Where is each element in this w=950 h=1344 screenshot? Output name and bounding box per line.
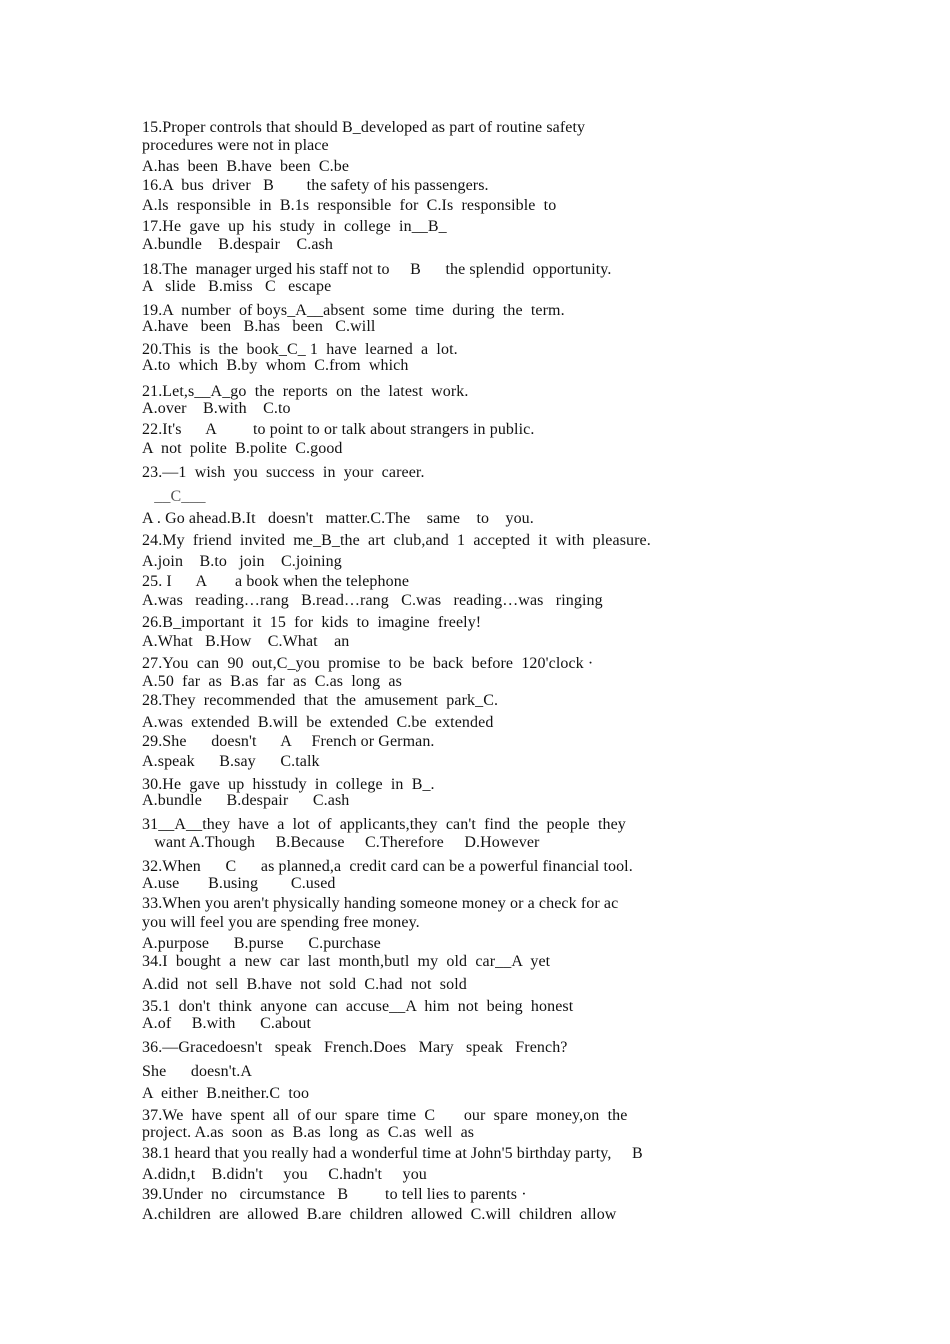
text-line: A.ls responsible in B.1s responsible for C.Is responsible to	[142, 197, 557, 214]
text-line: A not polite B.polite C.good	[142, 440, 343, 457]
text-line: A.speak B.say C.talk	[142, 753, 320, 770]
text-line: want A.Though B.Because C.Therefore D.However	[142, 834, 540, 851]
text-line: A.What B.How C.What an	[142, 633, 350, 650]
text-line: A . Go ahead.B.It doesn't matter.C.The same to you.	[142, 510, 534, 527]
text-line: 21.Let,s__A_go the reports on the latest work.	[142, 383, 469, 400]
text-line: 34.I bought a new car last month,butl my old car__A yet	[142, 953, 551, 970]
text-line: 36.—Gracedoesn't speak French.Does Mary speak French?	[142, 1039, 568, 1056]
text-line: 20.This is the book_C_ 1 have learned a lot.	[142, 341, 458, 358]
text-line: 33.When you aren't physically handing someone money or a check for ac	[142, 895, 619, 912]
text-line: A.was extended B.will be extended C.be extended	[142, 714, 494, 731]
text-line: 31__A__they have a lot of applicants,they can't find the people they	[142, 816, 626, 833]
text-line: A.to which B.by whom C.from which	[142, 357, 409, 374]
text-line: 25. I A a book when the telephone	[142, 573, 410, 590]
text-line: 19.A number of boys_A__absent some time during the term.	[142, 302, 565, 319]
text-line: A.bundle B.despair C.ash	[142, 792, 350, 809]
text-line: A.did not sell B.have not sold C.had not sold	[142, 976, 467, 993]
text-line: 23.—1 wish you success in your career.	[142, 464, 425, 481]
text-line: 26.B_important it 15 for kids to imagine freely!	[142, 614, 482, 631]
text-line: 32.When C as planned,a credit card can be a powerful financial tool.	[142, 858, 633, 875]
text-line: A.50 far as B.as far as C.as long as	[142, 673, 402, 690]
text-line: A.has been B.have been C.be	[142, 158, 350, 175]
text-line: __C___	[142, 488, 206, 505]
text-line: 15.Proper controls that should B_developed as part of routine safety	[142, 119, 586, 136]
text-line: A.children are allowed B.are children allowed C.will children allow	[142, 1206, 617, 1223]
text-line: 24.My friend invited me_B_the art club,and 1 accepted it with pleasure.	[142, 532, 651, 549]
text-line: 17.He gave up his study in college in__B_	[142, 218, 447, 235]
text-line: She doesn't.A	[142, 1063, 253, 1080]
text-line: 22.It's A to point to or talk about strangers in public.	[142, 421, 535, 438]
text-line: A.didn,t B.didn't you C.hadn't you	[142, 1166, 427, 1183]
text-line: A.have been B.has been C.will	[142, 318, 376, 335]
text-line: 37.We have spent all of our spare time C our spare money,on the	[142, 1107, 628, 1124]
text-line: A.over B.with C.to	[142, 400, 291, 417]
text-line: A.was reading…rang B.read…rang C.was reading…was ringing	[142, 592, 603, 609]
text-line: 27.You can 90 out,C_you promise to be back before 120'clock ·	[142, 655, 594, 672]
text-line: 28.They recommended that the amusement park_C.	[142, 692, 499, 709]
text-line: procedures were not in place	[142, 137, 329, 154]
text-line: 39.Under no circumstance B to tell lies to parents ·	[142, 1186, 527, 1203]
text-line: A.of B.with C.about	[142, 1015, 312, 1032]
text-line: 18.The manager urged his staff not to B the splendid opportunity.	[142, 261, 612, 278]
text-line: project. A.as soon as B.as long as C.as well as	[142, 1124, 475, 1141]
text-line: 16.A bus driver B the safety of his passengers.	[142, 177, 489, 194]
text-line: 29.She doesn't A French or German.	[142, 733, 435, 750]
text-line: A either B.neither.C too	[142, 1085, 310, 1102]
text-line: you will feel you are spending free money.	[142, 914, 420, 931]
text-line: A.purpose B.purse C.purchase	[142, 935, 381, 952]
text-line: A.bundle B.despair C.ash	[142, 236, 333, 253]
text-line: 30.He gave up hisstudy in college in B_.	[142, 776, 435, 793]
text-line: A slide B.miss C escape	[142, 278, 332, 295]
text-line: 38.1 heard that you really had a wonderful time at John'5 birthday party, B	[142, 1145, 643, 1162]
text-line: A.join B.to join C.joining	[142, 553, 342, 570]
text-line: A.use B.using C.used	[142, 875, 336, 892]
text-line: 35.1 don't think anyone can accuse__A him not being honest	[142, 998, 574, 1015]
